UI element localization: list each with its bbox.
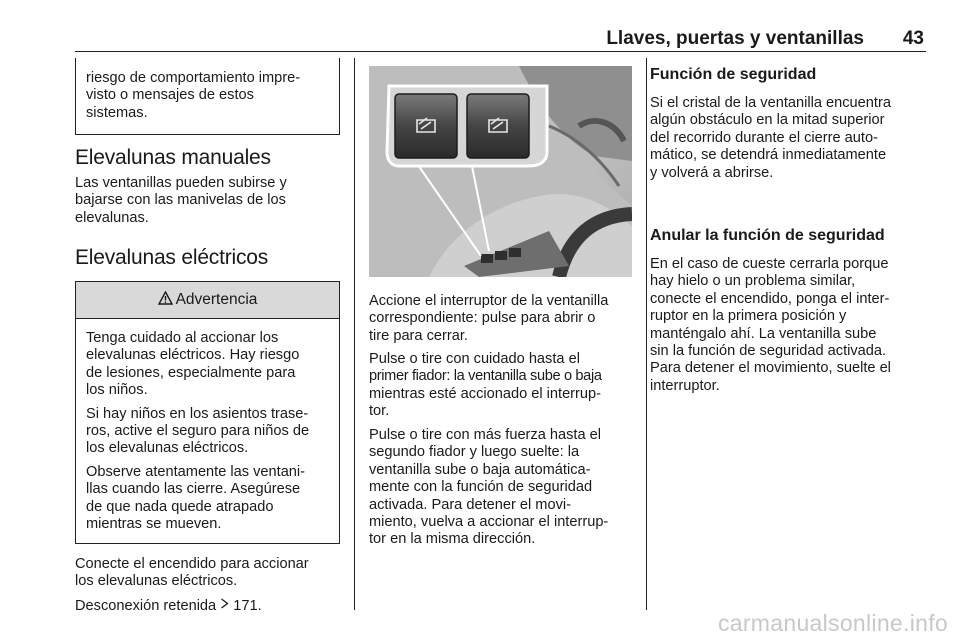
- paragraph-second-detent: [369, 427, 644, 549]
- text-line: mientras esté accionado el interrup-: [369, 385, 601, 402]
- box-line: riesgo de comportamiento impre-: [86, 70, 301, 86]
- text-line: Accione el interruptor de la ventanilla: [369, 293, 609, 309]
- heading-override-safety: Anular la función de seguridad: [650, 227, 885, 244]
- text-line: segundo fiador y luego suelte: la: [369, 444, 580, 461]
- text-line: Si hay niños en los asientos trase-: [86, 405, 309, 422]
- text-line: mientras se mueven.: [86, 516, 222, 533]
- text-line: correspondiente: pulse para abrir o: [369, 310, 596, 327]
- warning-body: [76, 319, 339, 533]
- text-line: Tenga cuidado al accionar los: [86, 330, 279, 346]
- text-line: primer fiador: la ventanilla sube o baja: [369, 368, 602, 385]
- door-switch-illustration: [369, 66, 632, 277]
- page-number: 43: [902, 28, 924, 49]
- text-line: Para detener el movimiento, suelte el: [650, 360, 891, 377]
- paragraph-safety-function: [650, 95, 935, 182]
- text-line: de lesiones, especialmente para: [86, 364, 296, 381]
- text-line: de que nada quede atrapado: [86, 498, 274, 515]
- watermark: carmanualsonline.info: [717, 610, 948, 636]
- text-line: activada. Para detener el movi-: [369, 496, 571, 513]
- paragraph-retained-power: [75, 598, 350, 615]
- heading-electric-windows: Elevalunas eléctricos: [75, 246, 269, 269]
- text-line: los niños.: [86, 382, 148, 399]
- paragraph-manual-windows: [75, 175, 345, 227]
- text-line: En el caso de cueste cerrarla porque: [650, 256, 889, 272]
- text-line: tor.: [369, 403, 390, 420]
- warning-title: Advertencia: [175, 291, 258, 308]
- cross-reference-arrow-icon: [220, 597, 229, 614]
- text-line: elevalunas eléctricos. Hay riesgo: [86, 347, 300, 364]
- heading-manual-windows: Elevalunas manuales: [75, 146, 271, 169]
- text-line: tor en la misma dirección.: [369, 531, 536, 548]
- text-line: Las ventanillas pueden subirse y: [75, 175, 287, 191]
- text-line: Desconexión retenida: [75, 598, 217, 614]
- page-reference[interactable]: 171.: [233, 598, 262, 614]
- text-line: Pulse o tire con cuidado hasta el: [369, 351, 580, 367]
- warning-triangle-icon: [158, 291, 173, 310]
- text-line: ruptor en la primera posición y: [650, 308, 847, 325]
- text-line: y volverá a abrirse.: [650, 164, 774, 181]
- continued-warning-box: [75, 58, 340, 135]
- text-line: Si el cristal de la ventanilla encuentra: [650, 95, 891, 111]
- text-line: ros, active el seguro para niños de: [86, 423, 310, 440]
- page-header: [75, 28, 926, 52]
- heading-safety-function: Función de seguridad: [650, 66, 817, 83]
- text-line: mente con la función de seguridad: [369, 479, 593, 496]
- column-divider-2: [646, 58, 647, 610]
- text-line: tire para cerrar.: [369, 327, 468, 344]
- warning-paragraph: [86, 330, 330, 400]
- text-line: conecte el encendido, ponga el inter-: [650, 290, 890, 307]
- paragraph-ignition: [75, 556, 350, 591]
- box-line: sistemas.: [86, 104, 148, 121]
- paragraph-first-detent: [369, 351, 644, 421]
- text-line: del recorrido durante el cierre auto-: [650, 129, 878, 146]
- warning-header: [76, 282, 339, 319]
- text-line: Observe atentamente las ventani-: [86, 463, 306, 480]
- warning-box: [75, 281, 340, 544]
- box-line: visto o mensajes de estos: [86, 87, 254, 104]
- warning-paragraph: [86, 406, 330, 458]
- text-line: los elevalunas eléctricos.: [75, 573, 238, 590]
- text-line: llas cuando las cierre. Asegúrese: [86, 481, 301, 498]
- text-line: hay hielo o un problema similar,: [650, 273, 856, 290]
- text-line: ventanilla sube o baja automática-: [369, 461, 591, 478]
- text-line: los elevalunas eléctricos.: [86, 440, 249, 457]
- text-line: miento, vuelva a accionar el interrup-: [369, 514, 609, 531]
- text-line: bajarse con las manivelas de los: [75, 192, 286, 209]
- paragraph-switch-operation: [369, 293, 644, 345]
- paragraph-override-safety: [650, 256, 935, 395]
- text-line: Pulse o tire con más fuerza hasta el: [369, 427, 601, 443]
- text-line: Conecte el encendido para accionar: [75, 556, 309, 572]
- text-line: mático, se detendrá inmediatamente: [650, 147, 887, 164]
- text-line: interruptor.: [650, 377, 720, 394]
- text-line: elevalunas.: [75, 209, 149, 226]
- text-line: manténgalo ahí. La ventanilla sube: [650, 325, 877, 342]
- column-divider-1: [354, 58, 355, 610]
- text-line: sin la función de seguridad activada.: [650, 343, 887, 360]
- page-title: Llaves, puertas y ventanillas: [606, 28, 864, 49]
- window-switch-figure: [369, 66, 632, 277]
- text-line: algún obstáculo en la mitad superior: [650, 112, 885, 129]
- warning-paragraph: [86, 464, 330, 534]
